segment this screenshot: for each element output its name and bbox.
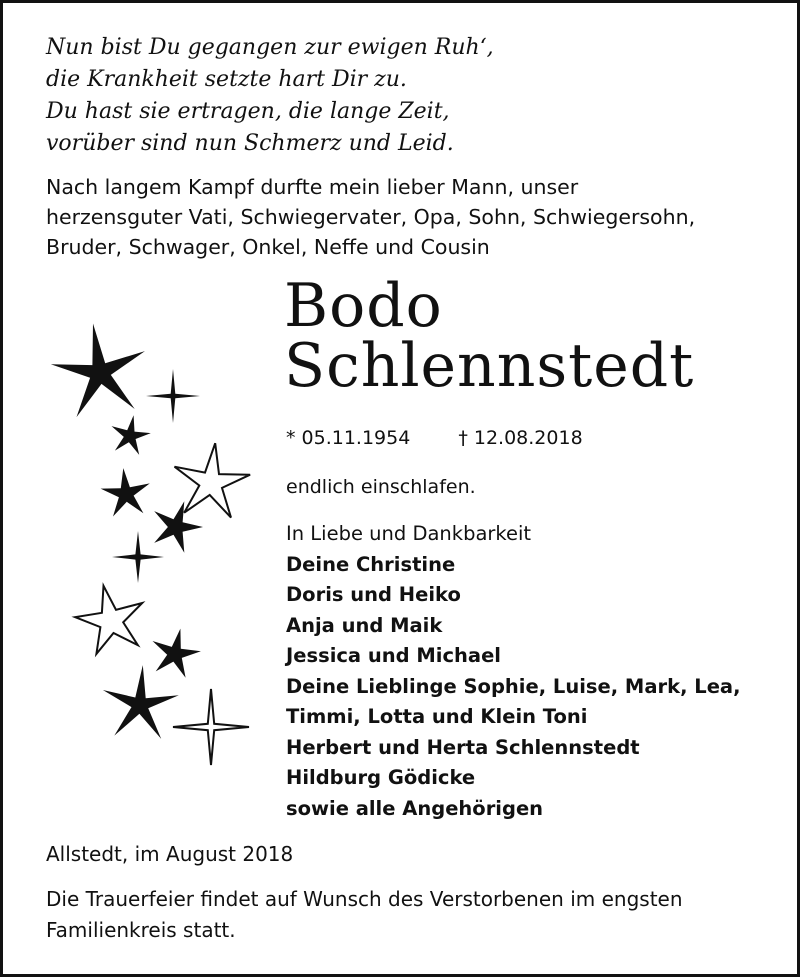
last-name: Schlennstedt: [284, 331, 695, 401]
outline-star-icon: [173, 689, 249, 765]
birth-date: * 05.11.1954: [286, 427, 411, 449]
poem-line: Nun bist Du gegangen zur ewigen Ruh‘,: [46, 35, 494, 60]
filled-star-icon: [112, 531, 164, 583]
place-date: Allstedt, im August 2018: [46, 842, 294, 866]
filled-star-icon: [112, 415, 151, 455]
mourner-entry: Doris und Heiko: [286, 583, 461, 606]
mourner-entry: Hildburg Gödicke: [286, 766, 476, 789]
outline-star-icon: [75, 586, 142, 654]
filled-star-icon: [153, 629, 201, 678]
filled-star-icon: [101, 468, 150, 516]
first-name: Bodo: [284, 271, 443, 341]
mourners-lead: In Liebe und Dankbarkeit: [286, 522, 532, 545]
death-date: † 12.08.2018: [458, 427, 583, 449]
mourner-entry: Deine Christine: [286, 552, 456, 576]
filled-star-icon: [146, 369, 200, 423]
poem-line: Du hast sie ertragen, die lange Zeit,: [46, 99, 450, 124]
mourner-entry: Timmi, Lotta und Klein Toni: [286, 705, 588, 728]
intro-line: Bruder, Schwager, Onkel, Neffe und Cousin: [46, 235, 490, 259]
passing-phrase: endlich einschlafen.: [286, 476, 476, 498]
poem-line: vorüber sind nun Schmerz und Leid.: [46, 131, 454, 156]
filled-star-icon: [154, 501, 203, 552]
note-line: Familienkreis statt.: [46, 918, 236, 942]
mourner-entry: Deine Lieblinge Sophie, Luise, Mark, Lea,: [286, 674, 741, 698]
mourner-entry: Anja und Maik: [286, 613, 443, 637]
note-line: Die Trauerfeier findet auf Wunsch des Verstorbenen im engsten: [46, 887, 683, 911]
outline-star-icon: [175, 443, 251, 517]
mourner-entry: sowie alle Angehörigen: [286, 796, 544, 820]
intro-line: Nach langem Kampf durfte mein lieber Mann, unser: [46, 175, 579, 199]
mourner-entry: Jessica und Michael: [286, 644, 501, 667]
mourner-entry: Herbert und Herta Schlennstedt: [286, 735, 640, 759]
intro-line: herzensguter Vati, Schwiegervater, Opa, Sohn, Schwiegersohn,: [46, 205, 696, 229]
filled-star-icon: [103, 665, 179, 739]
filled-star-icon: [51, 324, 145, 418]
poem-line: die Krankheit setzte hart Dir zu.: [46, 67, 407, 92]
